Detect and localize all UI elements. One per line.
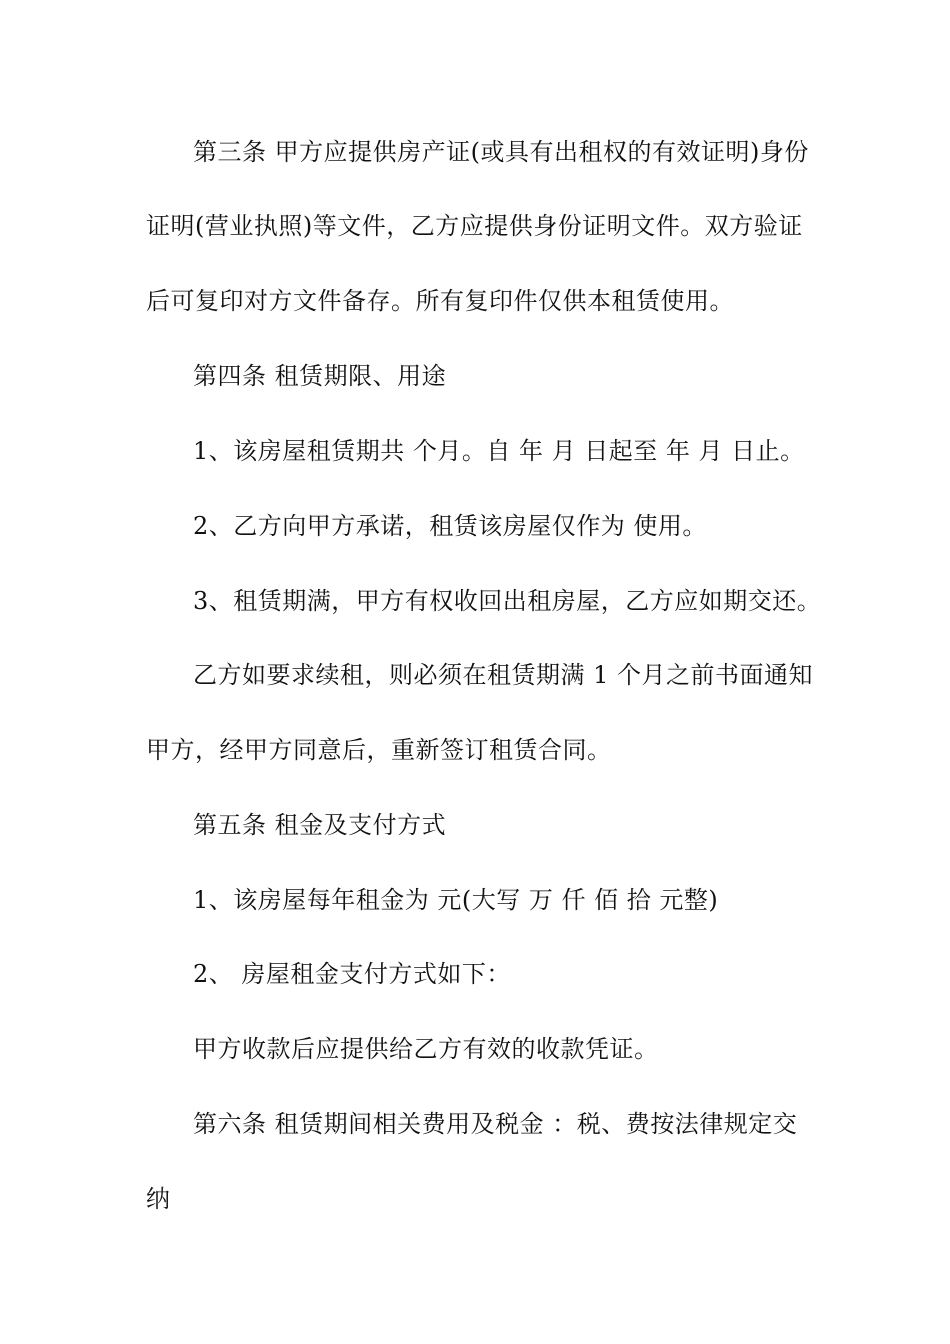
article-3-line-2: 证明(营业执照)等文件，乙方应提供身份证明文件。双方验证 — [146, 212, 803, 240]
renewal-paragraph-line-2: 甲方，经甲方同意后，重新签订租赁合同。 — [146, 736, 612, 764]
article-3-line-3: 后可复印对方文件备存。所有复印件仅供本租赁使用。 — [146, 287, 734, 315]
renewal-paragraph-line-1: 乙方如要求续租，则必须在租赁期满 1 个月之前书面通知 — [193, 661, 814, 689]
article-4-item-1: 1、该房屋租赁期共 个月。自 年 月 日起至 年 月 日止。 — [193, 437, 805, 465]
article-3-line-1: 第三条 甲方应提供房产证(或具有出租权的有效证明)身份 — [193, 138, 809, 166]
article-5-heading: 第五条 租金及支付方式 — [193, 811, 447, 839]
article-6-line-2: 纳 — [146, 1185, 171, 1213]
article-4-item-2: 2、乙方向甲方承诺，租赁该房屋仅作为 使用。 — [193, 512, 707, 540]
article-5-item-1: 1、该房屋每年租金为 元(大写 万 仟 佰 拾 元整) — [193, 886, 719, 914]
article-5-item-2: 2、 房屋租金支付方式如下： — [193, 960, 511, 988]
article-4-heading: 第四条 租赁期限、用途 — [193, 362, 447, 390]
article-4-item-3: 3、租赁期满，甲方有权收回出租房屋，乙方应如期交还。 — [193, 587, 822, 615]
receipt-paragraph: 甲方收款后应提供给乙方有效的收款凭证。 — [193, 1035, 659, 1063]
article-6-line-1: 第六条 租赁期间相关费用及税金 ：税、费按法律规定交 — [193, 1110, 798, 1138]
